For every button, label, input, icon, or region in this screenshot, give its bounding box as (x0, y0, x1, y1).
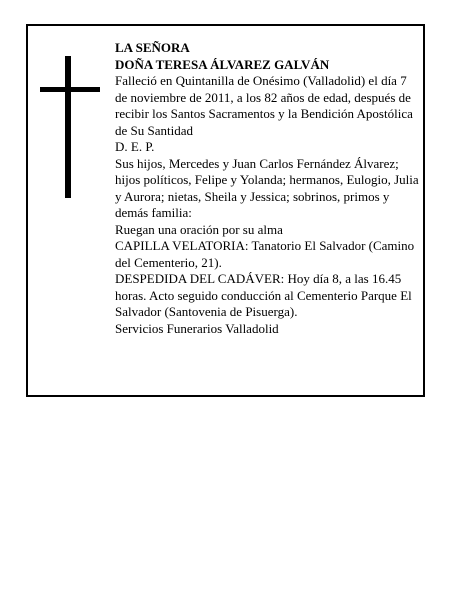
rip-text: D. E. P. (115, 139, 155, 154)
deceased-name: DOÑA TERESA ÁLVAREZ GALVÁN (115, 56, 330, 72)
farewell-info: DESPEDIDA DEL CADÁVER: Hoy día 8, a las 16.45 horas. Acto seguido conducción al Cementerio Parque El Salvador (Santovenia de Pisuerga). (115, 271, 412, 319)
funeral-services: Servicios Funerarios Valladolid (115, 320, 279, 336)
latin-cross-icon (40, 56, 100, 198)
notice-title: LA SEÑORA (115, 40, 190, 55)
prayer-request: Ruegan una oración por su alma (115, 221, 283, 237)
obituary-notice (26, 24, 425, 397)
family-list: Sus hijos, Mercedes y Juan Carlos Fernández Álvarez; hijos políticos, Felipe y Yolanda; hermanos, Eulogio, Julia y Aurora; nietas, Sheila y Jessica; sobrinos, primos y demás familia: (115, 155, 419, 220)
cross-horizontal-bar (40, 87, 100, 92)
notice-text (115, 40, 419, 337)
death-announcement: Falleció en Quintanilla de Onésimo (Valladolid) el día 7 de noviembre de 2011, a los 82 años de edad, después de recibir los Santos Sacramentos y la Bendición Apostólica de Su Santidad (115, 73, 413, 138)
chapel-info: CAPILLA VELATORIA: Tanatorio El Salvador (Camino del Cementerio, 21). (115, 238, 415, 270)
cross-vertical-bar (65, 56, 71, 198)
